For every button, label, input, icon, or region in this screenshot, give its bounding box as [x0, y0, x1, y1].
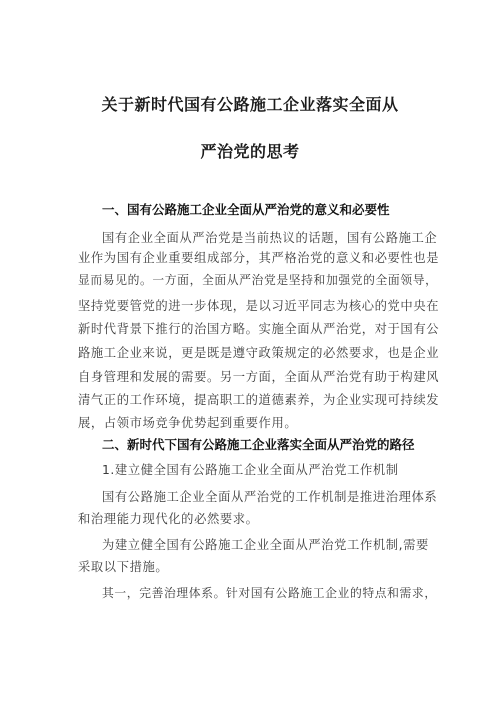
section-1-line: 新时代背景下推行的治国方略。实施全面从严治党，对于国有公: [78, 322, 440, 336]
section-2-line: 国有公路施工企业全面从严治党的工作机制是推进治理体系: [102, 490, 438, 504]
section-2-line: 为建立健全国有公路施工企业全面从严治党工作机制,需要: [102, 538, 429, 552]
section-1-line: 显而易见的。一方面，全面从严治党是坚持和加强党的全面领导，: [78, 273, 438, 287]
section-1-line: 清气正的工作环境，提高职工的道德素养，为企业实现可持续发: [78, 393, 440, 407]
section-2-subheading: 1.建立健全国有公路施工企业全面从严治党工作机制: [102, 463, 399, 477]
section-1-line: 坚持党要管党的进一步体现，是以习近平同志为核心的党中央在: [78, 299, 440, 313]
section-1-line: 路施工企业来说，更是既是遵守政策规定的必然要求，也是企业: [78, 346, 440, 360]
section-2-line: 其一，完善治理体系。针对国有公路施工企业的特点和需求，: [102, 586, 437, 600]
document-title-line-2: 严治党的思考: [200, 142, 300, 161]
section-1-line: 国有企业全面从严治党是当前热议的话题，国有公路施工企: [102, 231, 438, 245]
section-2-heading: 二、新时代下国有公路施工企业落实全面从严治党的路径: [102, 437, 415, 452]
section-1-line: 业作为国有企业重要组成部分，其严格治党的意义和必要性也是: [78, 251, 440, 265]
section-1-line: 自身管理和发展的需要。另一方面，全面从严治党有助于构建风: [78, 370, 440, 384]
section-1-heading: 一、国有公路施工企业全面从严治党的意义和必要性: [102, 202, 390, 217]
section-1-line: 展，占领市场竞争优势起到重要作用。: [78, 416, 298, 430]
section-2-line: 和治理能力现代化的必然要求。: [78, 512, 259, 526]
document-title-line-1: 关于新时代国有公路施工企业落实全面从: [101, 95, 399, 114]
section-2-line: 采取以下措施。: [78, 560, 169, 574]
